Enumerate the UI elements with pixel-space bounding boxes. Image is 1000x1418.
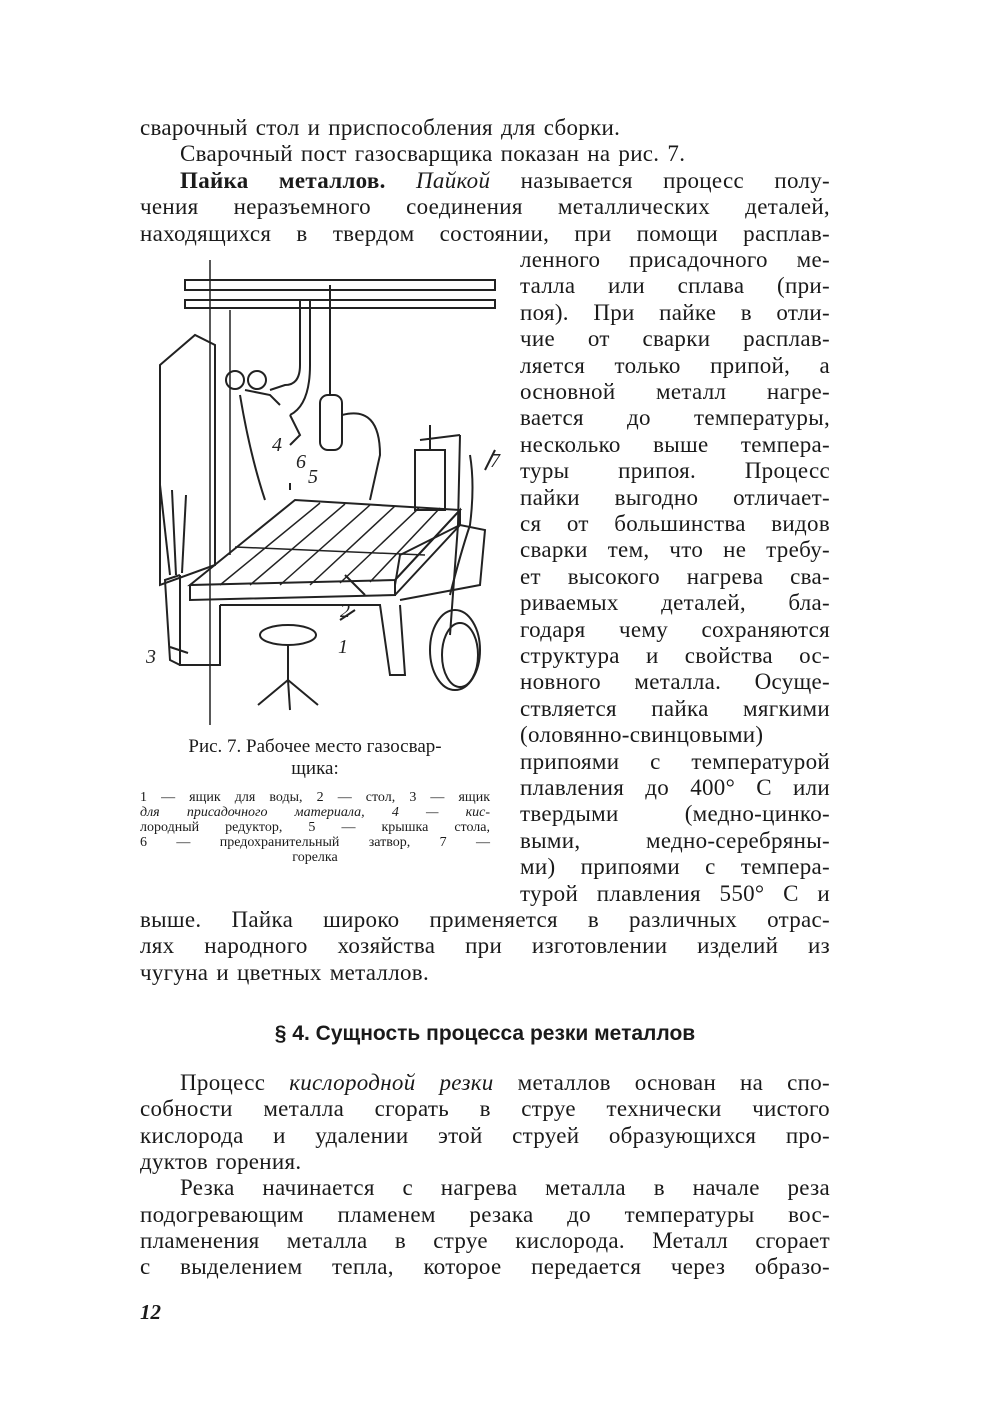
italic-run: кислородной резки: [289, 1070, 494, 1095]
text-run: Процесс: [180, 1070, 290, 1095]
figure-legend-line: 6 — предохранительный затвор, 7 —: [140, 835, 490, 850]
text-line: [520, 300, 830, 326]
figure-label-4: 4: [272, 434, 282, 456]
text-line: [140, 221, 830, 247]
bold-run: Пайка металлов.: [180, 167, 416, 193]
text-line: [520, 590, 830, 616]
text-run: (оловянно-свинцовыми): [520, 722, 764, 748]
text-line: [520, 643, 830, 669]
figure-label-7: 7: [490, 450, 500, 472]
text-line: [140, 1149, 830, 1175]
text-line: [520, 432, 830, 458]
text-run: кислорода и удалении этой струей образующихся про-: [140, 1122, 830, 1148]
italic-run: Пайкой: [415, 167, 491, 193]
figure-legend-line: горелка: [292, 850, 338, 865]
text-line: [520, 775, 830, 801]
text-line: [140, 1096, 830, 1122]
figure-label-5: 5: [308, 466, 318, 488]
text-run: подогревающим пламенем резака до температуры вос-: [140, 1201, 830, 1227]
figure-label-1: 1: [338, 636, 348, 658]
text-line: [520, 485, 830, 511]
text-line: [520, 669, 830, 695]
text-run: собности металла сгорать в струе технически чистого: [140, 1096, 830, 1122]
text-run: ми) припоями с темпера-: [520, 854, 830, 880]
page-number: 12: [140, 1300, 161, 1324]
text-run: Резка начинается с нагрева металла в начале реза: [180, 1175, 830, 1201]
figure-caption: Рис. 7. Рабочее место газосвар-: [188, 736, 442, 757]
text-run: сварочный стол и приспособления для сборки.: [140, 115, 621, 140]
text-line: [520, 353, 830, 379]
text-line: [520, 537, 830, 563]
section-heading: § 4. Сущность процесса резки металлов: [274, 1022, 696, 1045]
text-line: [520, 247, 830, 273]
figure-label-3: 3: [146, 646, 156, 668]
text-run: чугуна и цветных металлов.: [140, 959, 430, 985]
figure-legend-line: 1 — ящик для воды, 2 — стол, 3 — ящик: [140, 790, 490, 805]
text-run: сварки тем, что не требу-: [520, 537, 830, 563]
text-run: дуктов горения.: [140, 1148, 302, 1174]
text-run: талла или сплава (при-: [520, 273, 830, 299]
text-line: [520, 511, 830, 537]
text-run: Сварочный пост газосварщика показан на рис. 7.: [180, 141, 686, 167]
text-line: [180, 168, 830, 194]
text-line: [140, 933, 830, 959]
text-line: [520, 405, 830, 431]
text-line: [140, 960, 830, 986]
text-line: [180, 1070, 830, 1096]
text-line: [140, 1123, 830, 1149]
text-run: выше. Пайка широко применяется в различных отрас-: [140, 907, 830, 932]
text-line: [520, 696, 830, 722]
text-line: [520, 854, 830, 880]
text-line: [520, 801, 830, 827]
text-run: металлов основан на спо-: [493, 1070, 830, 1095]
figure-legend-line: лородный редуктор, 5 — крышка стола,: [140, 820, 490, 835]
text-line: [140, 1254, 830, 1280]
text-run: годаря чему сохраняются: [520, 616, 830, 642]
text-run: чие от сварки расплав-: [520, 326, 830, 352]
text-run: основной металл нагре-: [520, 379, 830, 404]
text-run: с выделением тепла, которое передается через образо-: [140, 1254, 830, 1280]
text-run: твердыми (медно-цинко-: [520, 801, 830, 827]
text-run: вается до температуры,: [520, 405, 830, 431]
text-run: ся от большинства видов: [520, 511, 830, 536]
text-line: [520, 617, 830, 643]
figure-label-6: 6: [296, 451, 306, 473]
text-run: называется процесс полу-: [490, 167, 830, 193]
text-line: [180, 141, 830, 167]
welding-workplace-illustration: [140, 255, 520, 725]
text-run: несколько выше темпера-: [520, 431, 830, 457]
text-run: турой плавления 550° С и: [520, 880, 830, 906]
text-run: ет высокого нагрева сва-: [520, 563, 830, 589]
text-line: [180, 1175, 830, 1201]
text-run: пайки выгодно отличает-: [520, 484, 830, 510]
text-run: плавления до 400° С или: [520, 775, 830, 800]
text-line: [520, 326, 830, 352]
text-line: [520, 749, 830, 775]
text-run: ленного присадочного ме-: [520, 247, 830, 272]
text-line: [520, 828, 830, 854]
text-run: находящихся в твердом состоянии, при помощи расплав-: [140, 220, 830, 246]
text-run: чения неразъемного соединения металлических деталей,: [140, 194, 830, 220]
figure-label-2: 2: [340, 600, 350, 622]
text-line: [520, 564, 830, 590]
text-line: [520, 722, 830, 748]
text-line: [520, 379, 830, 405]
text-run: ствляется пайка мягкими: [520, 695, 830, 721]
text-line: [140, 115, 830, 141]
figure-caption-cont: щика:: [291, 758, 339, 779]
text-run: новного металла. Осуще-: [520, 669, 830, 695]
text-line: [140, 194, 830, 220]
text-run: туры припоя. Процесс: [520, 458, 830, 484]
text-run: припоями с температурой: [520, 748, 830, 774]
text-line: [140, 1228, 830, 1254]
text-line: [520, 458, 830, 484]
text-line: [140, 1202, 830, 1228]
text-run: выми, медно-серебряны-: [520, 827, 830, 853]
text-run: поя). При пайке в отли-: [520, 299, 830, 325]
text-line: [140, 907, 830, 933]
figure-legend-line: для присадочного материала, 4 — кис-: [140, 805, 490, 820]
text-run: пламенения металла в струе кислорода. Металл сгорает: [140, 1227, 830, 1253]
text-line: [520, 881, 830, 907]
text-run: ляется только припой, а: [520, 352, 830, 378]
text-run: риваемых деталей, бла-: [520, 590, 830, 616]
text-run: структура и свойства ос-: [520, 643, 830, 668]
text-line: [520, 273, 830, 299]
text-run: лях народного хозяйства при изготовлении изделий из: [140, 933, 830, 959]
